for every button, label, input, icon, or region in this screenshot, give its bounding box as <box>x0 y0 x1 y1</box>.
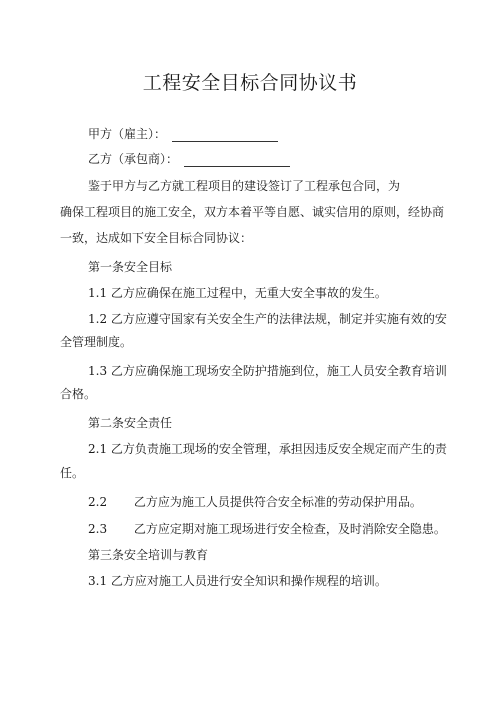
preamble-line-3: 一致，达成如下安全目标合同协议： <box>60 231 253 245</box>
clause-1-2 <box>88 311 447 327</box>
party-a-blank[interactable] <box>172 141 278 142</box>
clause-text: 乙方应定期对施工现场进行安全检查，及时消除安全隐患。 <box>133 522 446 536</box>
party-b-blank[interactable] <box>184 166 290 167</box>
clause-2-2 <box>88 494 422 510</box>
article-3-heading: 第三条安全培训与教育 <box>88 548 209 562</box>
clause-number: 2.2 <box>88 495 108 509</box>
clause-1-1 <box>88 285 387 301</box>
party-a-line <box>88 126 278 142</box>
clause-text: 乙方应确保施工现场安全防护措施到位，施工人员安全教育培训 <box>110 364 447 378</box>
clause-text: 乙方应对施工人员进行安全知识和操作规程的培训。 <box>110 574 387 588</box>
preamble-line-2: 确保工程项目的施工安全，双方本着平等自愿、诚实信用的原则，经协商 <box>60 205 445 219</box>
clause-2-1 <box>88 441 447 457</box>
clause-number: 1.3 <box>88 364 108 378</box>
clause-1-3 <box>88 363 447 379</box>
article-1-heading: 第一条安全目标 <box>88 260 173 274</box>
party-a-label: 甲方（雇主）： <box>88 127 167 141</box>
clause-3-1 <box>88 573 387 589</box>
clause-1-2-continuation: 全管理制度。 <box>60 335 133 349</box>
clause-number: 3.1 <box>88 574 108 588</box>
article-2-heading: 第二条安全责任 <box>88 416 173 430</box>
clause-text: 乙方负责施工现场的安全管理，承担因违反安全规定而产生的责 <box>110 442 447 456</box>
clause-number: 1.2 <box>88 312 108 326</box>
clause-number: 2.1 <box>88 442 108 456</box>
party-b-label: 乙方（承包商）： <box>88 152 179 166</box>
clause-2-3 <box>88 521 446 537</box>
clause-text: 乙方应确保在施工过程中，无重大安全事故的发生。 <box>110 286 387 300</box>
clause-number: 1.1 <box>88 286 108 300</box>
preamble-line-1: 鉴于甲方与乙方就工程项目的建设签订了工程承包合同，为 <box>88 179 401 193</box>
clause-2-1-continuation: 任。 <box>60 466 85 480</box>
clause-number: 2.3 <box>88 522 108 536</box>
document-title: 工程安全目标合同协议书 <box>142 72 358 94</box>
clause-1-3-continuation: 合格。 <box>60 387 97 401</box>
clause-text: 乙方应为施工人员提供符合安全标准的劳动保护用品。 <box>133 495 422 509</box>
party-b-line <box>88 151 290 167</box>
clause-text: 乙方应遵守国家有关安全生产的法律法规，制定并实施有效的安 <box>110 312 447 326</box>
